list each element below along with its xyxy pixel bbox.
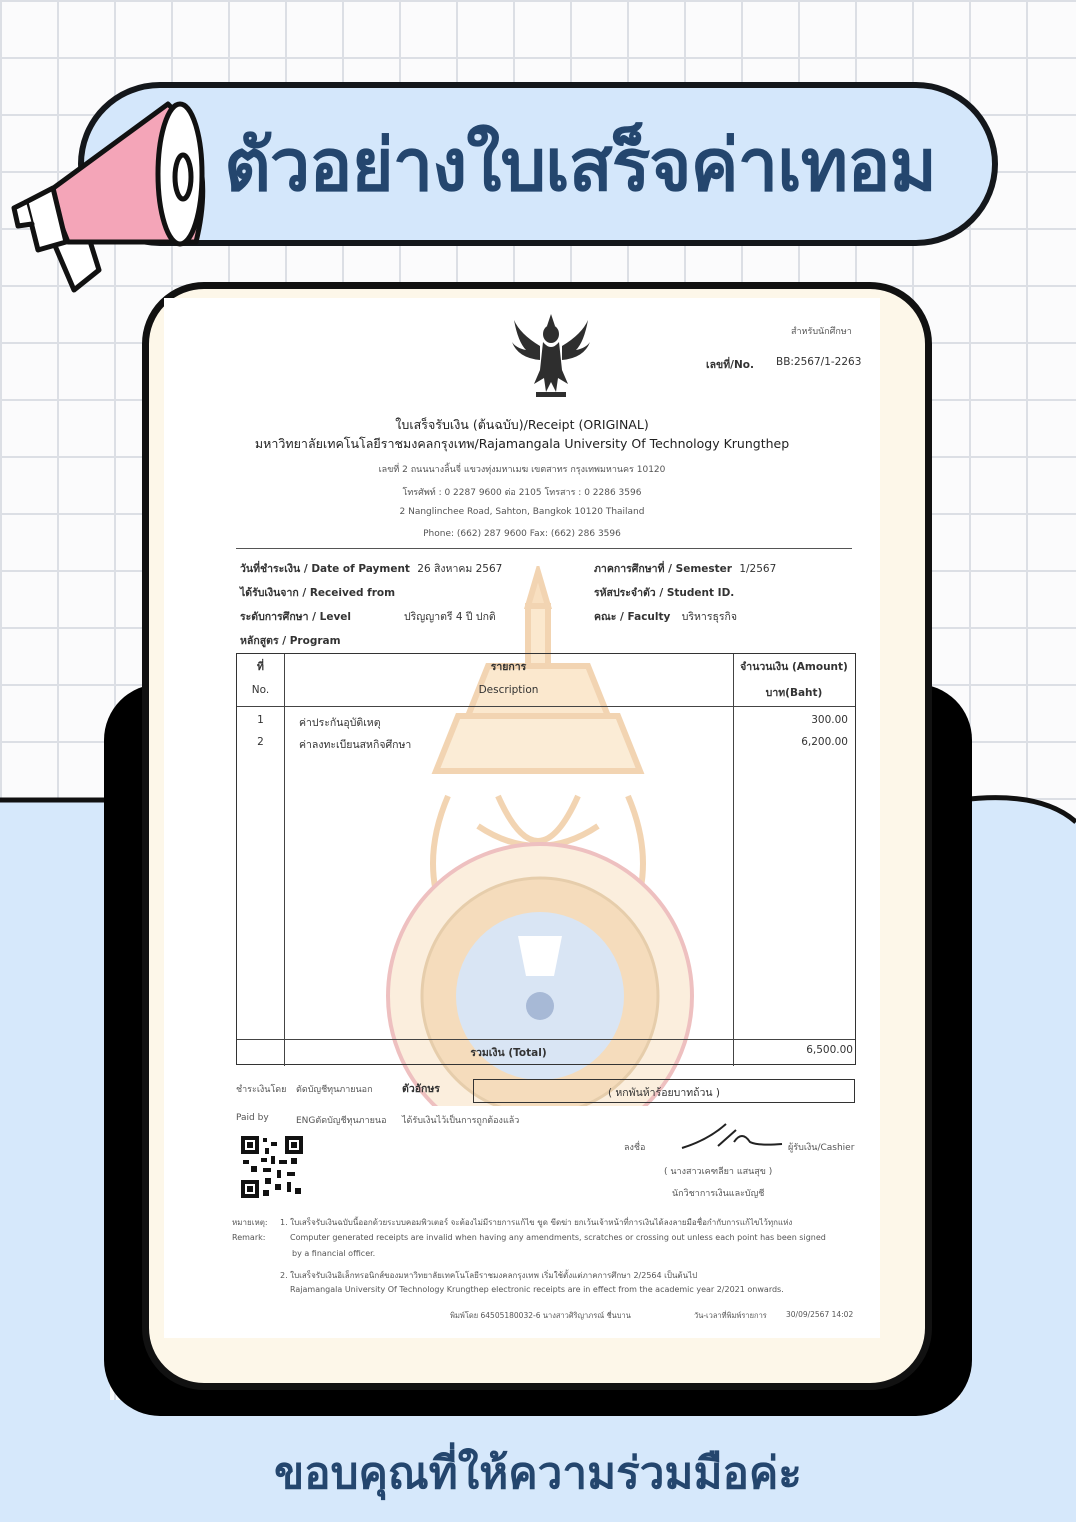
total-label: รวมเงิน (Total) [470,1047,547,1059]
garuda-emblem-icon [510,312,592,400]
col-no-th: ที่ [257,661,264,673]
remark-2-th: 2. ใบเสร็จรับเงินอิเล็กทรอนิกส์ของมหาวิทยาลัยเทคโนโลยีราชมงคลกรุงเทพ เริ่มใช้ตั้งแต่ภาคการศึกษา 2/2564 เป็นต้นไป [280,1271,698,1280]
received-note: ได้รับเงินไว้เป็นการถูกต้องแล้ว [402,1116,520,1126]
date-of-payment [240,560,502,577]
phone-en: Phone: (662) 287 9600 Fax: (662) 286 3596 [423,529,621,539]
paid-by-th-label: ชำระเงินโดย [236,1085,287,1095]
level-value: ปริญญาตรี 4 ปี ปกติ [404,611,496,623]
student-id-label: รหัสประจำตัว / Student ID. [594,587,735,599]
address-en: 2 Nanglinchee Road, Sahton, Bangkok 10120 Thailand [399,507,645,517]
printed-by: พิมพ์โดย 64505180032-6 นางสาวศิริญาภรณ์ ชื่นบาน [450,1311,631,1320]
items-table [236,653,856,1065]
faculty-value: บริหารธุรกิจ [681,611,738,623]
printed-at-label: วัน-เวลาที่พิมพ์รายการ [694,1311,767,1320]
cashier-name: ( นางสาวเคฑลียา แสนสุข ) [664,1167,773,1177]
for-student-label: สำหรับนักศึกษา [791,327,852,337]
remark-label-en: Remark: [232,1233,266,1242]
paid-by-en-value: ENGตัดบัญชีทุนภายนอ [296,1116,387,1126]
sign-prefix: ลงชื่อ [624,1143,646,1153]
col-amount-th: จำนวนเงิน (Amount) [740,661,848,673]
received-from-label: ได้รับเงินจาก / Received from [240,587,396,599]
paid-by-en-label: Paid by [236,1113,269,1123]
remark-1-en-a: Computer generated receipts are invalid when having any amendments, scratches or crossing out unless each point has been signed [290,1233,826,1242]
receipt-title: ใบเสร็จรับเงิน (ต้นฉบับ)/Receipt (ORIGINAL) [395,417,649,432]
cashier-signature [678,1120,788,1154]
address-th: เลขที่ 2 ถนนนางลิ้นจี่ แขวงทุ่งมหาเมฆ เขตสาทร กรุงเทพมหานคร 10120 [378,465,666,475]
printed-at-value: 30/09/2567 14:02 [786,1310,854,1319]
qr-code-icon [241,1136,303,1198]
university-name: มหาวิทยาลัยเทคโนโลยีราชมงคลกรุงเทพ/Rajamangala University Of Technology Krungthep [254,436,790,451]
col-no-en: No. [251,684,270,696]
program-label: หลักสูตร / Program [240,635,341,647]
row-1-desc: ค่าประกันอุบัติเหตุ [299,717,381,729]
row-2-no: 2 [257,736,264,748]
amount-in-words: ( หกพันห้าร้อยบาทถ้วน ) [607,1087,721,1099]
col-desc-th: รายการ [490,661,527,673]
remark-1-en-b: by a financial officer. [292,1249,376,1258]
megaphone-icon [8,92,238,302]
faculty-label: คณะ / Faculty [594,611,671,623]
row-1-amount: 300.00 [811,714,848,726]
level-label: ระดับการศึกษา / Level [240,611,352,623]
header-divider [237,706,855,707]
receipt-paper [164,298,880,1338]
semester-label: ภาคการศึกษาที่ / Semester [594,563,732,575]
receipt-number-value: BB:2567/1-2263 [776,356,862,368]
total-divider [237,1039,855,1040]
row-2-desc: ค่าลงทะเบียนสหกิจศึกษา [299,739,412,751]
col-divider [284,654,285,1066]
banner-title: ตัวอย่างใบเสร็จค่าเทอม [224,123,936,207]
row-1-no: 1 [257,714,264,726]
remark-label-th: หมายเหตุ: [232,1218,268,1227]
semester-value: 1/2567 [739,563,777,575]
date-label: วันที่ชำระเงิน / Date of Payment [240,563,410,575]
phone-th: โทรศัพท์ : 0 2287 9600 ต่อ 2105 โทรสาร : 0 2286 3596 [402,488,642,498]
receipt-number-label: เลขที่/No. [706,359,754,371]
remark-1-th: 1. ใบเสร็จรับเงินฉบับนี้ออกด้วยระบบคอมพิวเตอร์ จะต้องไม่มีรายการแก้ไข ขูด ขีดฆ่า ยกเว้นเจ้าหน้าที่การเงินได้ลงลายมือชื่อกำกับการแก้ไขไว้ทุกแห่ง [280,1218,793,1227]
col-desc-en: Description [478,684,539,696]
thank-you-text: ขอบคุณที่ให้ความร่วมมือค่ะ [274,1448,802,1499]
header-divider [236,548,852,549]
faculty [594,608,737,625]
cashier-title: นักวิชาการเงินและบัญชี [672,1189,765,1199]
date-value: 26 สิงหาคม 2567 [417,563,503,575]
row-2-amount: 6,200.00 [801,736,848,748]
in-words-label: ตัวอักษร [402,1083,440,1095]
total-value: 6,500.00 [806,1044,853,1056]
remark-2-en: Rajamangala University Of Technology Krungthep electronic receipts are in effect from the academic year 2/2021 onwards. [290,1285,784,1294]
semester [594,560,776,577]
paid-by-th-value: ตัดบัญชีทุนภายนอก [296,1085,373,1095]
col-amount-en: บาท(Baht) [765,687,823,699]
cashier-label: ผู้รับเงิน/Cashier [788,1143,855,1153]
